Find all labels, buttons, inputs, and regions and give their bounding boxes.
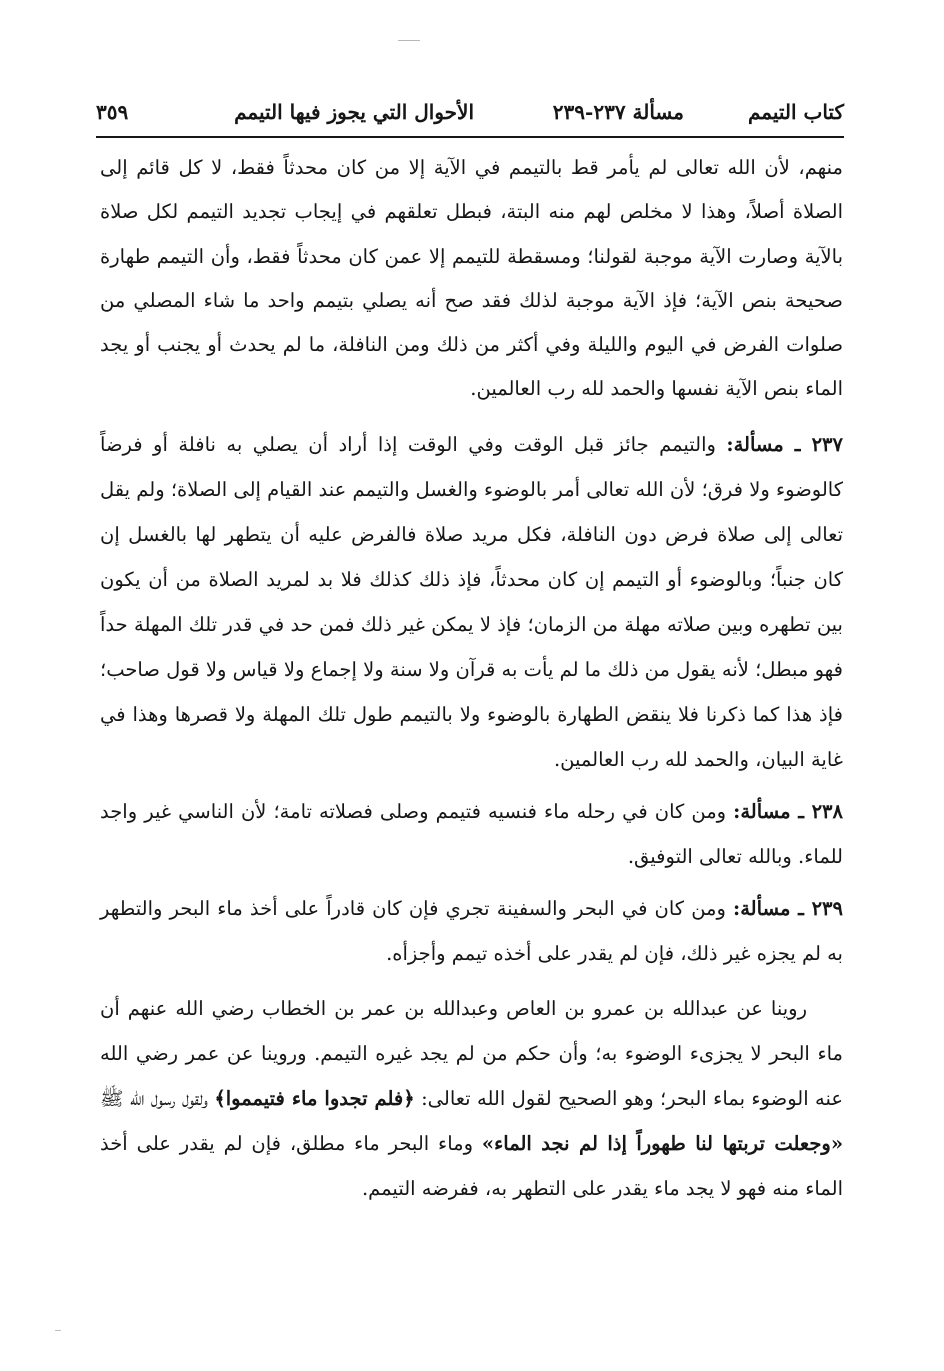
narration-text-b: ولقول رسول الله ﷺ	[100, 1086, 215, 1110]
continued-paragraph: منهم، لأن الله تعالى لم يأمر قط بالتيمم في الآية إلا من كان محدثاً فقط، لا كل قائم إلى الصلاة أصلاً، وهذا لا مخلص لهم منه البتة، فبطل تعلقهم في إيجاب تجديد التيمم لكل صلاة بالآية وصارت الآية موجبة لقولنا؛ ومسقطة للتيمم إلا عمن كان محدثاً فقط، وأن التيمم طهارة صحيحة بنص الآية؛ فإذ الآية موجبة لذلك فقد صح أنه يصلي بتيمم واحد ما شاء المصلي من صلوات الفرض في اليوم والليلة وفي أكثر من ذلك ومن النافلة، ما لم يحدث أو يجنب أو يجد الماء بنص الآية نفسها والحمد لله رب العالمين.	[100, 156, 843, 401]
masala-239-label: ٢٣٩ ـ مسألة:	[733, 896, 843, 920]
page-number: ٣٥٩	[96, 100, 129, 124]
masala-239-text: ومن كان في البحر والسفينة تجري فإن كان قادراً على أخذ ماء البحر والتطهر به لم يجزه غير ذلك، فإن لم يقدر على أخذه تيمم وأجزأه.	[100, 896, 843, 965]
masala-238	[100, 789, 843, 879]
masala-237-text: والتيمم جائز قبل الوقت وفي الوقت إذا أراد أن يصلي به نافلة أو فرضاً كالوضوء ولا فرق؛ لأن الله تعالى أمر بالوضوء والغسل والتيمم عند القيام إلى الصلاة؛ ولم يقل تعالى إلى صلاة فرض دون النافلة، فكل مريد صلاة فالفرض عليه أن يتطهر لها بالغسل إن كان جنباً؛ وبالوضوء أو التيمم إن كان محدثاً، فإذ ذلك كذلك فلا بد لمريد الصلاة من أن يكون بين تطهره وبين صلاته مهلة من الزمان؛ فإذ لا يمكن غير ذلك فمن حد في قدر تلك المهلة حداً فهو مبطل؛ لأنه يقول من ذلك ما لم يأت به قرآن ولا سنة ولا إجماع ولا قياس ولا قول صاحب؛ فإذ هذا كما ذكرنا فلا ينقض الطهارة بالوضوء ولا بالتيمم طول تلك المهلة ولا قصرها وهذا في غاية البيان، والحمد لله رب العالمين.	[100, 432, 843, 771]
narration-paragraph	[100, 986, 843, 1211]
narration-text-a: روينا عن عبدالله بن عمرو بن العاص وعبدالله بن عمر بن الخطاب رضي الله عنهم أن ماء البحر لا يجزىء الوضوء به؛ وأن حكم من لم يجد غيره التيمم. وروينا عن عمر رضي الله عنه الوضوء بماء البحر؛ وهو الصحيح لقول الله تعالى:	[100, 996, 843, 1110]
masala-237-label: ٢٣٧ ـ مسألة:	[726, 432, 843, 456]
header-masala-range: مسألة ٢٣٧-٢٣٩	[552, 100, 684, 124]
scan-mark	[398, 40, 420, 41]
header-book-title: كتاب التيمم	[747, 100, 844, 124]
body-text	[100, 146, 843, 1211]
scan-mark	[55, 1330, 61, 1331]
masala-238-label: ٢٣٨ ـ مسألة:	[733, 799, 843, 823]
quran-quote: ﴿فلم تجدوا ماء فتيمموا﴾	[214, 1086, 415, 1110]
masala-238-text: ومن كان في رحله ماء فنسيه فتيمم وصلى فصلاته تامة؛ لأن الناسي غير واجد للماء. وبالله تعالى التوفيق.	[100, 799, 843, 868]
running-header	[96, 96, 844, 136]
header-rule	[96, 136, 844, 138]
header-chapter-title: الأحوال التي يجوز فيها التيمم	[234, 100, 474, 124]
masala-239	[100, 886, 843, 976]
hadith-quote: «وجعلت تربتها لنا طهوراً إذا لم نجد الماء»	[481, 1131, 844, 1155]
narration-text-c: وماء البحر ماء مطلق، فإن لم يقدر على أخذ الماء منه فهو لا يجد ماء يقدر على التطهر به، ففرضه التيمم.	[100, 1131, 843, 1200]
masala-237	[100, 422, 843, 782]
